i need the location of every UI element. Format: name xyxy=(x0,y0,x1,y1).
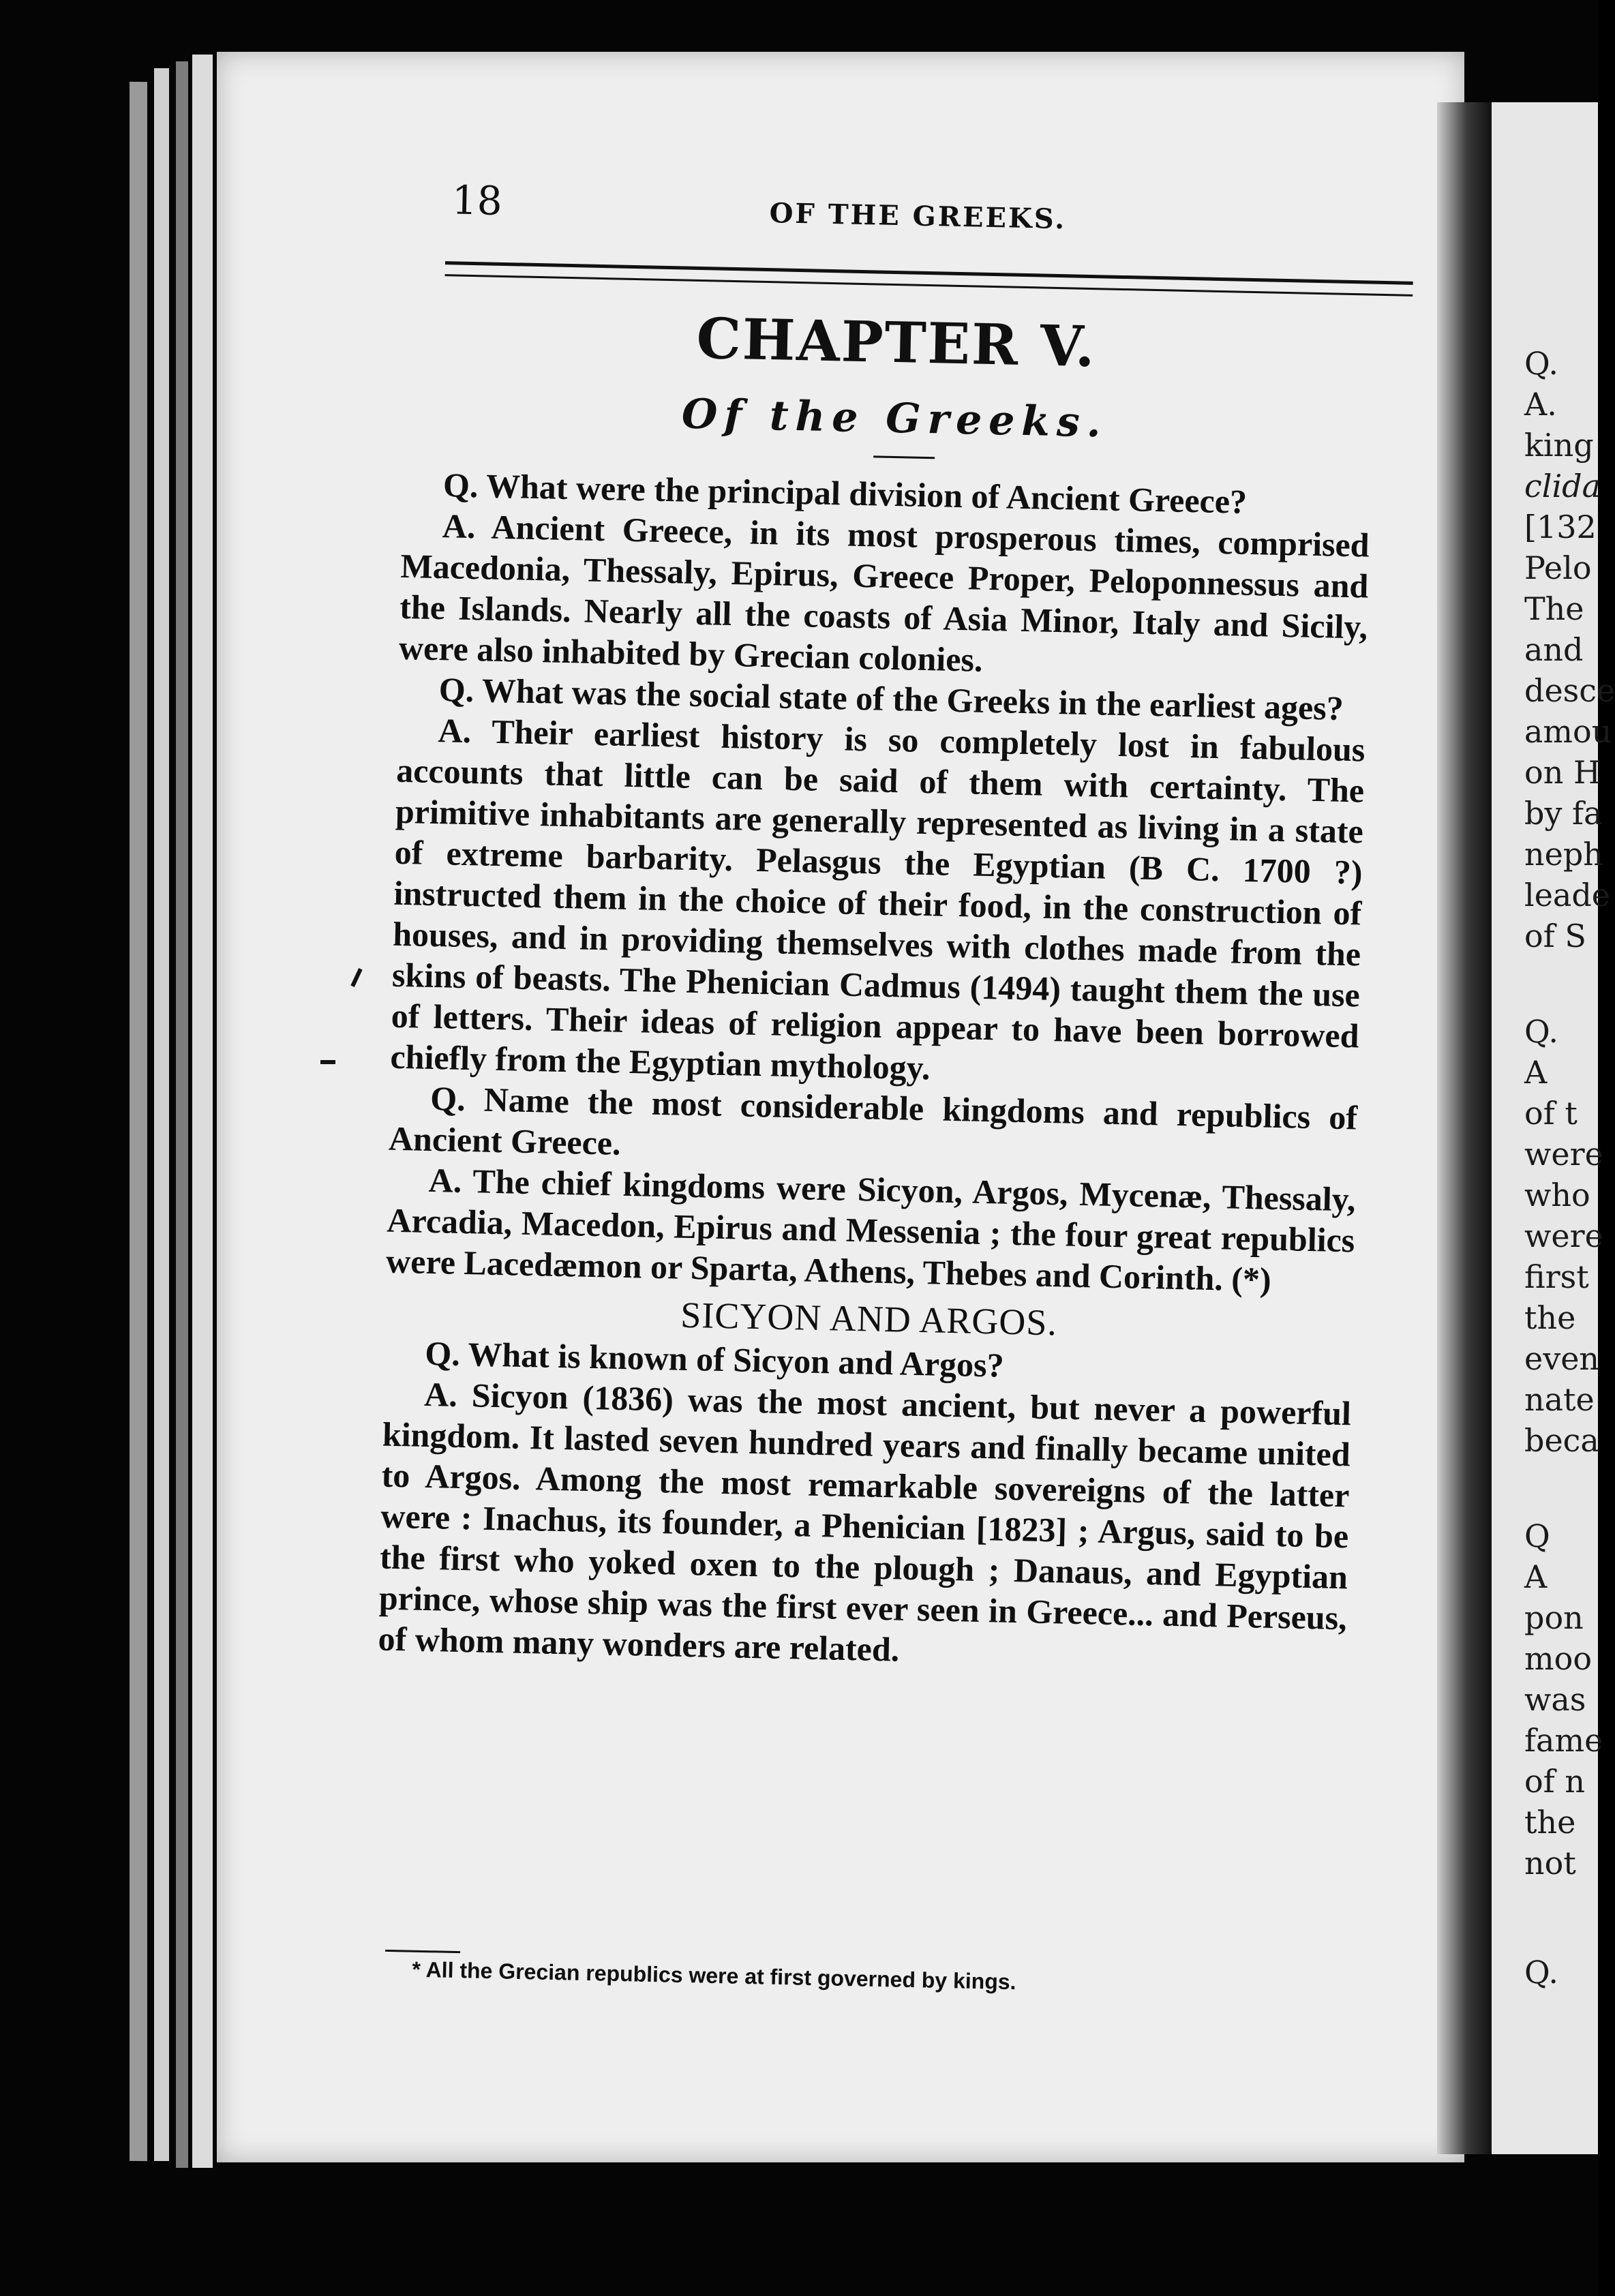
np-text: neph xyxy=(1524,836,1603,873)
np-text: Q. xyxy=(1524,1954,1559,1991)
answer: A. Sicyon (1836) was the most ancient, but never a powerful kingdom. It lasted seven hundred years and finally became united to Argos. Among the most remarkable sovereigns of the latter were : Inachus, its founder, a Phenician [1823] ; Argus, said to be the first who yoked oxen to the plough ; Danaus, and Egyptian prince, whose ship was the first ever seen in Greece... and Perseus, of whom many wonders are related. xyxy=(378,1374,1352,1669)
np-text: king xyxy=(1524,427,1594,464)
answer: A. Their earliest history is so completely lost in fabulous accounts that little can be said of them with certainty. The primitive inhabitants are generally represented as living in a state of extreme barbarity. Pelasgus the Egyptian (B C. 1700 ?) instructed them in the choice of their food, in the construction of houses, and in providing themselves with clothes made from the skins of beasts. The Phenician Cadmus (1494) taught them the use of letters. Their ideas of religion appear to have been borrowed chiefly from the Egyptian mythology. xyxy=(389,711,1365,1087)
section-heading: SICYON AND ARGOS. xyxy=(680,1294,1058,1344)
book-gutter xyxy=(1437,102,1492,2154)
np-text: A. xyxy=(1524,386,1557,423)
np-text: the xyxy=(1524,1804,1576,1841)
question: Q. What was the social state of the Greeks in the earliest ages? xyxy=(438,670,1344,727)
np-text: who xyxy=(1524,1177,1590,1213)
np-text: leade xyxy=(1524,877,1611,913)
np-text: moo xyxy=(1524,1640,1593,1677)
np-text: beca xyxy=(1524,1422,1599,1459)
chapter-subtitle: Of the Greeks. xyxy=(681,390,1108,447)
margin-mark xyxy=(320,1060,335,1064)
np-text: Q. xyxy=(1524,345,1559,382)
np-text: fame xyxy=(1524,1722,1603,1759)
np-text: first xyxy=(1524,1258,1589,1295)
np-text: desce xyxy=(1524,672,1615,709)
header-rule xyxy=(445,261,1413,297)
np-text: [132 xyxy=(1524,509,1597,545)
np-text: nate xyxy=(1524,1381,1595,1418)
np-text: amou xyxy=(1524,713,1612,750)
np-text: were xyxy=(1524,1218,1603,1254)
np-text: A xyxy=(1524,1558,1548,1595)
question: Q. Name the most considerable kingdoms and republics of Ancient Greece. xyxy=(388,1078,1358,1162)
page-edge xyxy=(154,68,169,2161)
chapter-title: CHAPTER V. xyxy=(695,305,1097,380)
np-text: was xyxy=(1524,1681,1586,1718)
page-number: 18 xyxy=(451,177,503,224)
np-text: clida xyxy=(1524,468,1601,504)
answer: A. The chief kingdoms were Sicyon, Argos, Mycenæ, Thessaly, Arcadia, Macedon, Epirus and Messenia ; the four great republics were Lacedæmon or Sparta, Athens, Thebes and Corinth. (*) xyxy=(385,1160,1357,1299)
np-text: Q. xyxy=(1524,1013,1559,1050)
adjacent-page-fragment xyxy=(1492,102,1615,2154)
answer: A. Ancient Greece, in its most prosperous times, comprised Macedonia, Thessaly, Epirus, Greece Proper, Peloponnessus and the Islands. Nearly all the coasts of Asia Minor, Italy and Sicily, were also inhabited by Grecian colonies. xyxy=(398,507,1370,679)
np-text: Pelo xyxy=(1524,549,1592,586)
running-title: OF THE GREEKS. xyxy=(769,197,1067,236)
np-text: not xyxy=(1524,1845,1576,1882)
question: Q. What is known of Sicyon and Argos? xyxy=(424,1333,1005,1385)
title-rule xyxy=(873,455,935,459)
page-edge xyxy=(130,82,147,2161)
np-text: pon xyxy=(1524,1599,1584,1636)
footnote-rule xyxy=(385,1950,460,1953)
np-text: and xyxy=(1524,631,1584,668)
page-edge xyxy=(176,61,188,2168)
np-text: on H xyxy=(1524,754,1601,791)
np-text: were xyxy=(1524,1136,1603,1173)
np-text: of n xyxy=(1524,1763,1585,1800)
np-text: the xyxy=(1524,1299,1576,1336)
np-text: Q xyxy=(1524,1517,1550,1554)
np-text: The xyxy=(1524,590,1584,627)
np-text: of S xyxy=(1524,918,1586,954)
question: Q. What were the principal division of Ancient Greece? xyxy=(442,466,1248,521)
np-text: A xyxy=(1524,1054,1548,1091)
np-text: by fa xyxy=(1524,795,1603,832)
body-text xyxy=(378,464,1370,1679)
np-text: even xyxy=(1524,1340,1600,1377)
page-edge xyxy=(192,55,213,2168)
np-text: of t xyxy=(1524,1095,1578,1132)
page-content xyxy=(369,164,1398,2079)
footnote: * All the Grecian republics were at first governed by kings. xyxy=(412,1957,1016,1995)
